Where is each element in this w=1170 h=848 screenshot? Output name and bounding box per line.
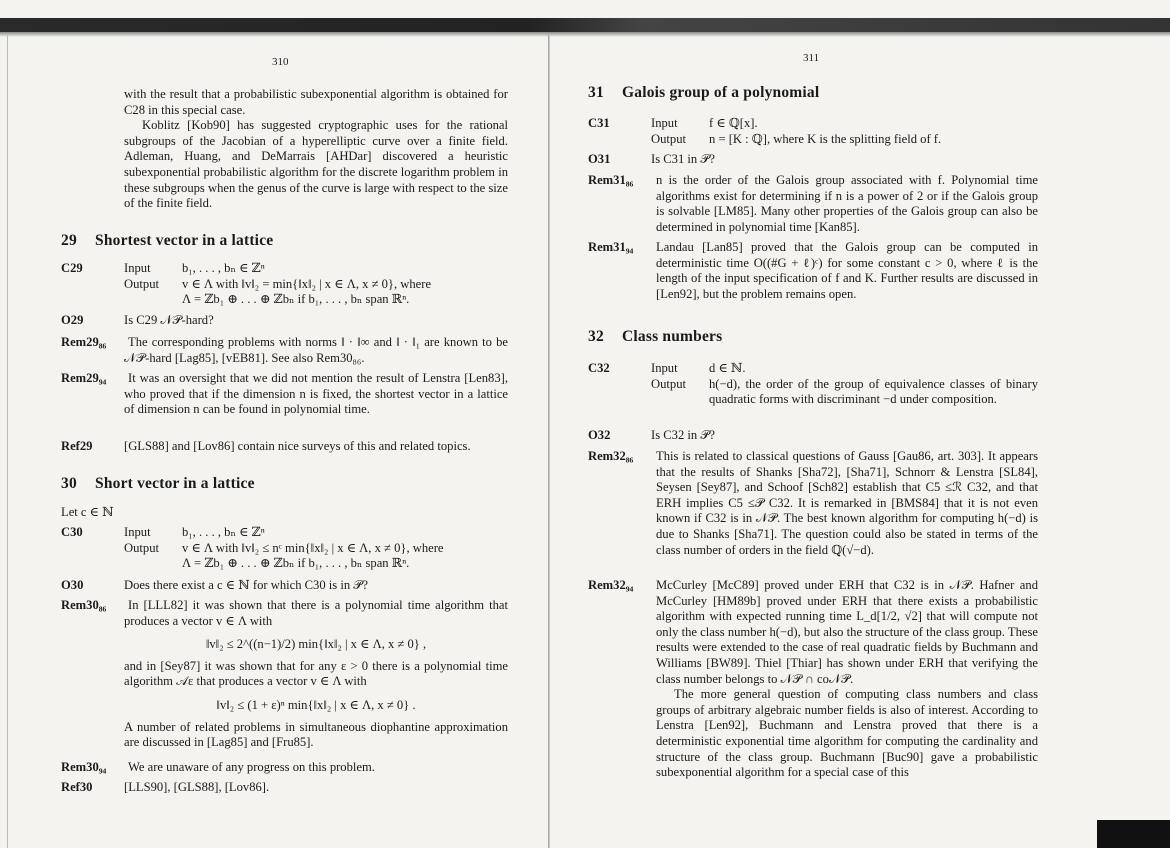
c31-input-key: Input	[651, 116, 678, 130]
c30-input-value: b₁, . . . , bₙ ∈ ℤⁿ	[182, 525, 265, 539]
c30-output-value: v ∈ Λ with ‖v‖₂ ≤ nᶜ min{‖x‖₂ | x ∈ Λ, x ≠ 0}, where	[182, 540, 444, 555]
rem30-86-text-b: and in [Sey87] it was shown that for any ε > 0 there is a polynomial time algorithm 𝒜ε that produces a vector v ∈ Λ with	[124, 658, 508, 689]
scan-top-edge	[0, 18, 1170, 32]
c31-output-key: Output	[651, 131, 686, 146]
section-31-title: Galois group of a polynomial	[622, 84, 820, 101]
rem30-86-equation-1: ‖v‖₂ ≤ 2^((n−1)/2) min{‖x‖₂ | x ∈ Λ, x ≠ 0} ,	[205, 637, 427, 652]
scan-left-edge	[7, 34, 8, 848]
rem29-86-entry	[61, 335, 508, 366]
rem30-86-label: Rem30₈₆	[61, 598, 107, 612]
rem30-86-text-c: A number of related problems in simultaneous diophantine approximation are discussed in [Lag85] and [Fru85].	[124, 719, 508, 750]
o30-label: O30	[61, 578, 84, 592]
rem30-86-entry	[61, 598, 508, 751]
rem32-86-text: This is related to classical questions of Gauss [Gau86, art. 303]. It appears that the results of Shanks [Sha72], [Sha71], Schnorr & Lenstra [SL84], Seysen [Sey87], and Schoof [Sch82] establish that C5 ≤ℛ C32, and that ERH implies C5 ≤𝒫 C32. It is remarked in [BMS84] that it is not even known if C32 is in 𝒩𝒫. The best known algorithm for computing h(−d) is due to Shanks [Sha71]. The question could also be stated in terms of the class number of orders in the field ℚ(√−d).	[656, 449, 1038, 557]
c31-input-value: f ∈ ℚ[x].	[709, 116, 758, 130]
section-31-number: 31	[588, 84, 604, 101]
c31-output-value: n = [K : ℚ], where K is the splitting field of f.	[709, 131, 942, 146]
rem29-94-text: It was an oversight that we did not mention the result of Lenstra [Len83], who proved that if the dimension n is fixed, the shortest vector in a lattice of dimension n can be found in polynomial time.	[124, 371, 508, 417]
rem29-86-text: The corresponding problems with norms ‖ · ‖∞ and ‖ · ‖₁ are known to be 𝒩𝒫-hard [Lag85], [vEB81]. See also Rem30₈₆.	[124, 335, 508, 365]
rem29-86-label: Rem29₈₆	[61, 335, 107, 349]
ref30-label: Ref30	[61, 780, 93, 794]
rem30-94-label: Rem30₉₄	[61, 760, 107, 774]
c30-entry	[61, 525, 508, 572]
section-30-title: Short vector in a lattice	[95, 475, 255, 492]
section-30-heading	[61, 475, 255, 493]
c30-label: C30	[61, 525, 83, 539]
section-32-heading	[588, 328, 722, 346]
c32-label: C32	[588, 361, 610, 375]
rem30-86-text-a: In [LLL82] it was shown that there is a polynomial time algorithm that produces a vector v ∈ Λ with	[124, 598, 508, 628]
ref29-text: [GLS88] and [Lov86] contain nice surveys of this and related topics.	[124, 439, 471, 453]
o32-label: O32	[588, 428, 611, 442]
c29-entry	[61, 261, 508, 308]
c32-output-value: h(−d), the order of the group of equivalence classes of binary quadratic forms with discriminant −d under composition.	[709, 376, 1038, 407]
book-spine-fold	[548, 34, 550, 848]
ref29-entry	[61, 439, 508, 455]
c32-output-key: Output	[651, 376, 686, 391]
o31-entry	[588, 152, 1038, 168]
scan-top-shadow	[0, 32, 1170, 37]
c29-output-value: v ∈ Λ with ‖v‖₂ = min{‖x‖₂ | x ∈ Λ, x ≠ 0}, where	[182, 276, 432, 291]
ref30-text: [LLS90], [GLS88], [Lov86].	[124, 780, 270, 794]
rem32-94-text: McCurley [McC89] proved under ERH that C32 is in 𝒩𝒫. Hafner and McCurley [HM89b] proved under ERH that there exists a probabilistic algorithm with expected running time L_d[1/2, √2] that will compute not only the class number h(−d), but also the structure of the class group. These results were extended to the case of real quadratic fields by Buchmann and Williams [BW89]. Thiel [Thiar] has shown under ERH that verifying the class number belongs to 𝒩𝒫 ∩ co𝒩𝒫.	[656, 578, 1038, 686]
c29-output-value-2: Λ = ℤb₁ ⊕ . . . ⊕ ℤbₙ if b₁, . . . , bₙ span ℝⁿ.	[182, 292, 410, 307]
ref29-label: Ref29	[61, 439, 93, 453]
rem32-86-entry	[588, 449, 1038, 558]
c29-output-key: Output	[124, 276, 159, 291]
o29-entry	[61, 313, 508, 329]
c31-label: C31	[588, 116, 610, 130]
rem31-94-label: Rem31₉₄	[588, 240, 634, 254]
intro-paragraph-2: Koblitz [Kob90] has suggested cryptographic uses for the rational subgroups of the Jacobian of a hyperelliptic curve over a finite field. Adleman, Huang, and DeMarrais [AHDar] discovered a heuristic subexponential probabilistic algorithm for the discrete logarithm problem in these subgroups when the genus of the curve is large with respect to the size of the finite field.	[124, 118, 508, 211]
rem32-86-label: Rem32₈₆	[588, 449, 634, 463]
rem31-94-text: Landau [Lan85] proved that the Galois group can be computed in deterministic time O((#G + ℓ)ᶜ) for some constant c > 0, where ℓ is the length of the input specification of f and K. Further results are discussed in [Len92], but the problem remains open.	[656, 240, 1038, 301]
ref30-entry	[61, 780, 508, 796]
c32-input-value: d ∈ ℕ.	[709, 361, 746, 375]
c30-input-key: Input	[124, 525, 151, 539]
section-29-heading	[61, 232, 273, 250]
o32-text: Is C32 in 𝒫?	[651, 428, 715, 442]
section-30-number: 30	[61, 475, 77, 492]
section-32-number: 32	[588, 328, 604, 345]
rem30-86-equation-2: ‖v‖₂ ≤ (1 + ε)ⁿ min{‖x‖₂ | x ∈ Λ, x ≠ 0} .	[216, 697, 416, 712]
rem29-94-label: Rem29₉₄	[61, 371, 107, 385]
rem31-86-text: n is the order of the Galois group associated with f. Polynomial time algorithms exist for determining if n is a power of 2 or if the Galois group is solvable [LM85]. Many other properties of the Galois group can also be determined in polynomial time [Kan85].	[656, 173, 1038, 234]
o29-text: Is C29 𝒩𝒫-hard?	[124, 313, 214, 327]
section-32-title: Class numbers	[622, 328, 723, 345]
o32-entry	[588, 428, 1038, 444]
section-29-title: Shortest vector in a lattice	[95, 232, 274, 249]
o30-entry	[61, 578, 508, 594]
c30-output-key: Output	[124, 540, 159, 555]
rem29-94-entry	[61, 371, 508, 418]
right-page-number: 311	[803, 52, 820, 64]
o30-text: Does there exist a c ∈ ℕ for which C30 is in 𝒫?	[124, 578, 368, 592]
s30-preamble: Let c ∈ ℕ	[61, 505, 114, 519]
rem32-94-entry	[588, 578, 1038, 781]
intro-paragraph-1: with the result that a probabilistic subexponential algorithm is obtained for C28 in this special case.	[124, 87, 508, 117]
o29-label: O29	[61, 313, 84, 327]
left-intro	[124, 87, 508, 212]
section-29-number: 29	[61, 232, 77, 249]
rem30-94-entry	[61, 760, 508, 776]
o31-text: Is C31 in 𝒫?	[651, 152, 715, 166]
c29-input-key: Input	[124, 261, 151, 275]
rem31-86-entry	[588, 173, 1038, 235]
c32-input-key: Input	[651, 361, 678, 375]
c30-output-value-2: Λ = ℤb₁ ⊕ . . . ⊕ ℤbₙ if b₁, . . . , bₙ span ℝⁿ.	[182, 556, 410, 571]
rem31-94-entry	[588, 240, 1038, 302]
rem30-94-text: We are unaware of any progress on this problem.	[128, 760, 375, 774]
section-31-heading	[588, 84, 819, 102]
rem32-94-label: Rem32₉₄	[588, 578, 634, 592]
c29-input-value: b₁, . . . , bₙ ∈ ℤⁿ	[182, 261, 265, 275]
o31-label: O31	[588, 152, 611, 166]
scan-right-corner	[1097, 820, 1170, 848]
c32-entry	[588, 361, 1038, 408]
rem31-86-label: Rem31₈₆	[588, 173, 634, 187]
c29-label: C29	[61, 261, 83, 275]
c31-entry	[588, 116, 1038, 147]
rem32-94-text-2: The more general question of computing class numbers and class groups of arbitrary algebraic number fields is also of interest. According to Lenstra [Len92], Buchmann and Lenstra proved that there is a deterministic exponential time algorithm for computing the cardinality and structure of the class group. Buchmann [Buc90] gave a probabilistic subexponential algorithm for a special case of this	[656, 687, 1038, 780]
left-page-number: 310	[272, 56, 289, 68]
